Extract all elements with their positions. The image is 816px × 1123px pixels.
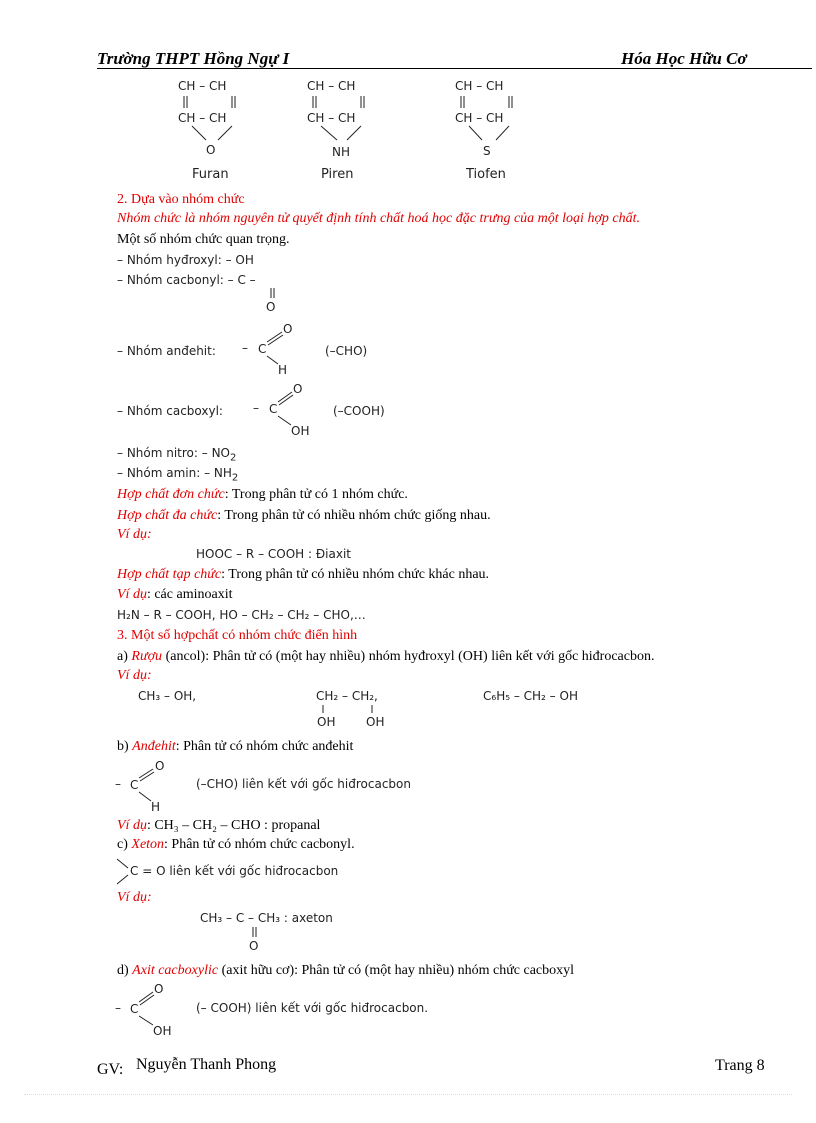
xeton-formula: C = O liên kết với gốc hiđrocacbon bbox=[130, 864, 339, 878]
svg-text:C: C bbox=[130, 1002, 139, 1016]
da-chuc-line: Hợp chất đa chức: Trong phân tử có nhiều nhóm chức giống nhau. bbox=[117, 508, 491, 523]
cacbonyl-oxygen bbox=[262, 286, 292, 316]
andehit-definition: b) Anđehit: Phân tử có nhóm chức anđehit bbox=[117, 739, 354, 754]
andehit-structure bbox=[240, 320, 300, 378]
svg-text:OH: OH bbox=[291, 424, 310, 438]
furan-bottom: CH – CH bbox=[178, 111, 227, 125]
svg-text:–: – bbox=[253, 401, 259, 415]
don-chuc-line: Hợp chất đơn chức: Trong phân tử có 1 nhóm chức. bbox=[117, 487, 408, 502]
nitro-group: – Nhóm nitro: – $NO_2$ bbox=[117, 446, 237, 464]
axeton-oxygen bbox=[246, 925, 266, 953]
svg-text:–: – bbox=[242, 341, 248, 355]
xeton-definition: c) Xeton: Phân tử có nhóm chức cacbonyl. bbox=[117, 837, 355, 852]
tiofen-structure bbox=[455, 79, 512, 182]
andehit-group-formula: (–CHO) liên kết với gốc hiđrocacbon bbox=[196, 777, 411, 791]
cacbonyl-group: – Nhóm cacbonyl: – C – bbox=[117, 273, 256, 287]
andehit-group: – Nhóm anđehit: bbox=[117, 344, 216, 358]
glycol-oh-groups bbox=[316, 704, 406, 732]
ruou-definition: a) Rượu (ancol): Phân tử có (một hay nhiều) nhóm hyđroxyl (OH) liên kết với gốc hiđrocacbon. bbox=[117, 649, 655, 664]
footer-teacher-name: Nguyễn Thanh Phong bbox=[136, 1056, 277, 1073]
page-bottom-rule bbox=[24, 1094, 792, 1095]
header-rule bbox=[97, 68, 812, 69]
andehit-formula: (–CHO) bbox=[325, 344, 368, 358]
svg-text:–: – bbox=[115, 1001, 121, 1015]
furan-top: CH – CH bbox=[178, 79, 227, 93]
furan-o: O bbox=[206, 143, 216, 157]
furan-structure bbox=[178, 79, 235, 182]
cacboxyl-group: – Nhóm cacboxyl: bbox=[117, 404, 223, 418]
axeton-example: CH₃ – C – CH₃ : axeton bbox=[200, 911, 333, 925]
cacboxyl-group-structure bbox=[113, 980, 193, 1038]
svg-text:C: C bbox=[130, 778, 139, 792]
andehit-group-structure bbox=[113, 758, 188, 814]
hydroxyl-group: – Nhóm hyđroxyl: – OH bbox=[117, 253, 254, 267]
svg-text:H: H bbox=[151, 800, 161, 814]
svg-text:H: H bbox=[278, 363, 288, 377]
svg-text:OH: OH bbox=[153, 1024, 172, 1038]
vidu-label-ruou: Ví dụ: bbox=[117, 668, 152, 683]
glycol-example: CH₂ – CH₂, bbox=[316, 689, 378, 703]
tiofen-top: CH – CH bbox=[455, 79, 504, 93]
school-name: Trường THPT Hồng Ngự I bbox=[97, 49, 290, 68]
svg-text:C: C bbox=[258, 342, 267, 356]
amin-group: – Nhóm amin: – $NH_2$ bbox=[117, 466, 239, 484]
piren-label: Piren bbox=[321, 167, 354, 182]
svg-text:–: – bbox=[115, 777, 121, 791]
diaxit-example: HOOC – R – COOH : Điaxit bbox=[196, 547, 351, 561]
piren-bottom: CH – CH bbox=[307, 111, 356, 125]
svg-text:C: C bbox=[269, 402, 278, 416]
svg-text:OH: OH bbox=[317, 715, 336, 729]
svg-text:O: O bbox=[155, 759, 165, 773]
svg-text:OH: OH bbox=[366, 715, 385, 729]
functional-group-intro: Một số nhóm chức quan trọng. bbox=[117, 232, 290, 247]
tiofen-bottom: CH – CH bbox=[455, 111, 504, 125]
cacboxyl-formula: (–COOH) bbox=[333, 404, 385, 418]
benzyl-alcohol-example: C₆H₅ – CH₂ – OH bbox=[483, 689, 578, 703]
functional-group-definition: Nhóm chức là nhóm nguyên tử quyết định tính chất hoá học đặc trưng của một loại hợp chất. bbox=[117, 211, 641, 226]
footer-page-number: Trang 8 bbox=[715, 1057, 765, 1074]
heterocycle-rings bbox=[170, 74, 570, 186]
svg-text:O: O bbox=[283, 322, 293, 336]
section-3-title: 3. Một số hợpchất có nhóm chức điển hình bbox=[117, 628, 358, 643]
cacboxyl-structure bbox=[251, 380, 326, 440]
methanol-example: CH₃ – OH, bbox=[138, 689, 197, 703]
section-2-title: 2. Dựa vào nhóm chức bbox=[117, 192, 245, 207]
aminoaxit-formula: H₂N – R – COOH, HO – CH₂ – CH₂ – CHO,… bbox=[117, 608, 366, 622]
vidu-aminoaxit: Ví dụ: các aminoaxit bbox=[117, 587, 233, 602]
furan-label: Furan bbox=[192, 167, 229, 182]
tiofen-label: Tiofen bbox=[466, 167, 506, 182]
piren-nh: NH bbox=[332, 145, 350, 159]
svg-text:O: O bbox=[266, 300, 276, 314]
tiofen-s: S bbox=[483, 144, 491, 158]
piren-top: CH – CH bbox=[307, 79, 356, 93]
svg-text:O: O bbox=[154, 982, 164, 996]
cacboxyl-group-formula: (– COOH) liên kết với gốc hiđrocacbon. bbox=[196, 1001, 429, 1015]
piren-structure bbox=[307, 79, 364, 182]
svg-text:O: O bbox=[293, 382, 303, 396]
vidu-label-xeton: Ví dụ: bbox=[117, 890, 152, 905]
propanal-example: Ví dụ: CH₃ – CH₂ – CHO : propanal bbox=[117, 818, 321, 833]
vidu-label-1: Ví dụ: bbox=[117, 527, 152, 542]
subject-title: Hóa Học Hữu Cơ bbox=[621, 49, 747, 68]
axit-definition: d) Axit cacboxylic (axit hữu cơ): Phân tử có (một hay nhiều) nhóm chức cacboxyl bbox=[117, 963, 575, 978]
tap-chuc-line: Hợp chất tạp chức: Trong phân tử có nhiều nhóm chức khác nhau. bbox=[117, 567, 490, 582]
footer-gv-label: GV: bbox=[97, 1061, 124, 1078]
svg-text:O: O bbox=[249, 939, 259, 953]
